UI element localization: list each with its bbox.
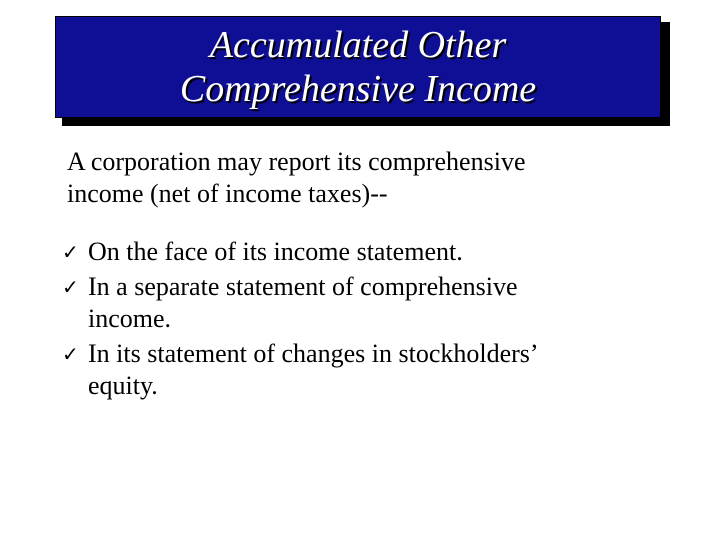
slide-title-line-2: Comprehensive Income	[179, 68, 537, 110]
bullet-text-continued: equity.	[88, 371, 158, 400]
slide-title-box	[55, 16, 661, 118]
bullet-text-continued: income.	[88, 304, 172, 333]
intro-paragraph	[67, 146, 687, 210]
check-icon: ✓	[62, 342, 79, 366]
check-icon: ✓	[62, 240, 79, 264]
bullet-item-stockholders-equity	[62, 338, 702, 402]
slide-title-line-1: Accumulated Other	[209, 24, 507, 66]
bullet-text: On the face of its income statement.	[88, 237, 463, 266]
bullet-list	[62, 236, 702, 405]
intro-line-2: income (net of income taxes)--	[67, 179, 388, 208]
bullet-item-income-statement	[62, 236, 702, 268]
bullet-item-separate-statement	[62, 271, 702, 335]
intro-line-1: A corporation may report its comprehensive	[67, 147, 526, 176]
check-icon: ✓	[62, 275, 79, 299]
bullet-text: In a separate statement of comprehensive	[88, 272, 518, 301]
bullet-text: In its statement of changes in stockholders’	[88, 339, 539, 368]
